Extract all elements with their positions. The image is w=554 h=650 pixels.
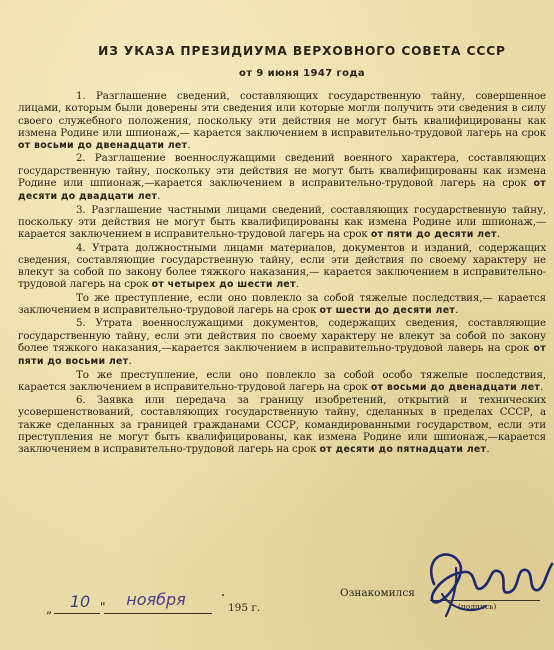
- ink-speck: [222, 594, 224, 596]
- paragraph-penalty: от десяти до двадцати лет: [18, 178, 546, 203]
- paragraph-text: 3. Разглашение частными лицами сведений, составляющих государственную тайну, поскольку эти действия не могут быть квалифицированы как измена Родине или шпионаж,—карается заключением в исправительно-трудовой лагерь на срок: [18, 203, 546, 241]
- document-subtitle: от 9 июня 1947 года: [239, 68, 365, 79]
- document-title: ИЗ УКАЗА ПРЕЗИДИУМА ВЕРХОВНОГО СОВЕТА СССР: [98, 44, 506, 58]
- date-month-handwritten: ноября: [126, 590, 186, 609]
- paragraph-penalty: от восьми до двенадцати лет: [18, 140, 188, 152]
- paragraph-penalty: от десяти до пятнадцати лет: [319, 444, 487, 456]
- paragraph-penalty: от пяти до восьми лет: [18, 342, 546, 368]
- paragraph-end: .: [295, 278, 299, 291]
- paragraph-penalty: от пяти до десяти лет: [370, 229, 497, 241]
- paragraph-end: .: [187, 139, 191, 152]
- signature-caption: (подпись): [458, 602, 497, 611]
- date-close-quote: ": [100, 600, 106, 614]
- handwritten-signature: [412, 544, 554, 620]
- date-day-handwritten: 10: [69, 592, 91, 611]
- date-month-line: [104, 613, 212, 614]
- decree-paragraph: [18, 204, 546, 242]
- paragraph-end: .: [455, 304, 459, 317]
- paragraph-text: То же преступление, если оно повлекло за собой тяжелые последствия,— карается заключением в исправительно-трудовой лагерь на срок: [18, 291, 546, 317]
- decree-body: [18, 90, 546, 457]
- acknowledgement-footer: [0, 584, 554, 644]
- paragraph-penalty: от четырех до шести лет: [151, 279, 296, 291]
- paragraph-text: 2. Разглашение военнослужащими сведений военного характера, составляющих государственную тайну, поскольку эти действия не могут быть квалифицированы как измена Родине или шпионаж,—карается заключением в исправительно-трудовой лагерь на срок: [18, 152, 546, 190]
- paragraph-text: 6. Заявка или передача за границу изобретений, открытий и технических усовершенствований, составляющих государственную тайну, сделанных в пределах СССР, а также сделанных за границей гражданами СССР, командированными государством, если эти преступления не могут быть квалифицированы, как измена Родине или шпионаж,—карается заключением в исправительно-трудовой лагерь на срок: [18, 394, 546, 456]
- paragraph-text: 1. Разглашение сведений, составляющих государственную тайну, совершенное лицами, которым были доверены эти сведения или которые могли получить эти сведения в силу своего служебного положения, поскольку эти действия не могут быть квалифицированы как измена Родине или шпионаж,— карается заключением в исправительно-трудовой лагерь на срок: [18, 90, 546, 139]
- paragraph-end: .: [157, 190, 161, 203]
- paragraph-text: 4. Утрата должностными лицами материалов, документов и изданий, содержащих сведения, составляющие государственную тайну, если эти действия по своему характеру не влекут за собой по закону более тяжкого наказания,— карается заключением в исправительно-трудовой лагерь на срок: [18, 241, 546, 291]
- decree-paragraph: [18, 90, 546, 152]
- paragraph-penalty: от восьми до двенадцати лет: [370, 381, 541, 393]
- paragraph-penalty: от шести до десяти лет: [319, 305, 456, 317]
- paragraph-end: .: [540, 380, 544, 393]
- paragraph-end: .: [128, 355, 132, 368]
- paragraph-end: .: [496, 228, 500, 241]
- decree-paragraph: [18, 317, 546, 368]
- decree-paragraph: [18, 242, 546, 292]
- date-year: 195 г.: [228, 602, 261, 614]
- paragraph-text: То же преступление, если оно повлекло за собой особо тяжелые последствия, карается заключением в исправительно-трудовой лагерь на срок: [18, 368, 546, 393]
- decree-paragraph: [18, 152, 546, 203]
- acknowledged-label: Ознакомился: [340, 587, 415, 599]
- paragraph-end: .: [486, 443, 490, 456]
- paragraph-text: 5. Утрата военнослужащими документов, содержащих сведения, составляющие государственную тайну, если эти действия по своему характеру не влекут за собой по закону более тяжкого наказания,—карается заключением в исправительно-трудовой лаверь на срок: [18, 317, 546, 354]
- date-open-quote: „: [46, 602, 53, 616]
- decree-paragraph: [18, 292, 546, 318]
- date-day-line: [54, 613, 100, 614]
- decree-paragraph: [18, 369, 546, 395]
- decree-paragraph: [18, 394, 546, 456]
